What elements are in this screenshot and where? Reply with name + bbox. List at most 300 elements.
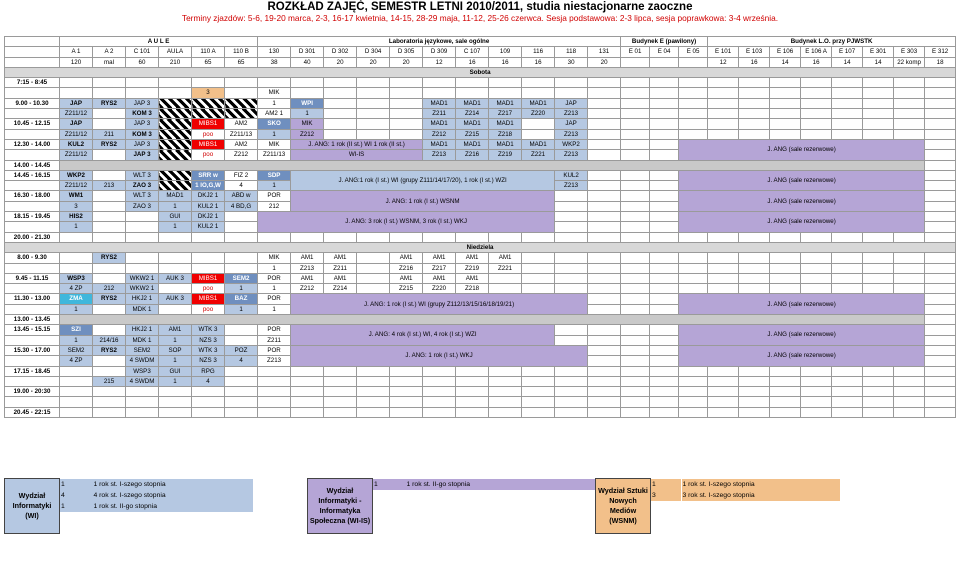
empty-cell [357,78,390,88]
class-cell: MIK [291,119,324,129]
class-cell: AM1 [291,273,324,283]
empty-cell [357,109,390,119]
class-cell: POR [258,191,291,201]
page-subtitle: Terminy zjazdów: 5-6, 19-20 marca, 2-3, 16-17 kwietnia, 14-15, 28-29 maja, 11-12, 25-26 czerwca. Sesja podstawowa: 2-3 lipca, sesja poprawkowa: 3-4 września. [181,13,779,23]
class-cell: MDK 1 [126,304,159,314]
class-cell: 4 [192,376,225,386]
empty-cell [801,129,832,139]
class-block [159,119,192,129]
empty-cell [832,376,863,386]
empty-cell [357,232,390,242]
empty-cell [588,78,621,88]
class-cell: WKP2 [60,170,93,180]
class-block [159,129,192,139]
empty-cell [192,397,225,407]
class-cell: GUI [159,366,192,376]
empty-cell [291,88,324,98]
class-cell: poo [192,284,225,294]
empty-cell [650,366,679,376]
class-cell: MIK [258,88,291,98]
empty-cell [801,119,832,129]
class-cell: MIK [258,139,291,149]
empty-cell [423,407,456,417]
empty-cell [93,356,126,366]
empty-cell [708,253,739,263]
empty-cell [93,88,126,98]
class-cell: 1 [258,263,291,273]
empty-cell [357,263,390,273]
room-header: D 309 [423,47,456,57]
empty-cell [291,397,324,407]
class-cell: AM1 [390,273,423,283]
empty-cell [925,212,956,222]
class-block [60,160,925,170]
empty-cell [225,376,258,386]
empty-cell [93,78,126,88]
class-cell: RYS2 [93,345,126,355]
empty-cell [159,407,192,417]
empty-cell [93,397,126,407]
empty-cell [588,212,621,222]
class-cell: SKO [258,119,291,129]
class-cell: MAD1 [522,139,555,149]
empty-cell [324,387,357,397]
empty-cell [708,232,739,242]
empty-cell [863,109,894,119]
empty-cell [423,376,456,386]
room-capacity: 14 [770,57,801,67]
time-slot: 20.45 - 22:15 [5,407,60,417]
empty-cell [621,78,650,88]
empty-cell [522,263,555,273]
room-capacity: 120 [60,57,93,67]
empty-cell [621,119,650,129]
empty-cell [291,376,324,386]
empty-cell [588,253,621,263]
empty-cell [739,253,770,263]
class-cell: MAD1 [423,119,456,129]
empty-cell [832,232,863,242]
empty-cell [93,263,126,273]
class-cell: J. ANG: 1 rok (I st.) WI (grupy Z112/13/15/16/18/19/21) [291,294,588,315]
empty-cell [258,376,291,386]
room-header: 118 [555,47,588,57]
empty-cell [832,366,863,376]
class-cell: AM1 [456,253,489,263]
empty-cell [621,325,650,335]
empty-cell [456,387,489,397]
time-slot: 14.00 - 14.45 [5,160,60,170]
empty-cell [357,376,390,386]
header-bud-lo: Budynek L.O. przy PJWSTK [708,37,956,47]
class-cell: SZI [60,325,93,335]
empty-cell [126,407,159,417]
empty-cell [925,201,956,211]
class-cell: WKW2 1 [126,284,159,294]
class-cell: SEM2 [126,345,159,355]
class-block [159,170,192,180]
empty-cell [555,397,588,407]
class-cell: NZS 3 [192,356,225,366]
empty-cell [60,387,93,397]
empty-cell [456,88,489,98]
empty-cell [588,150,621,160]
empty-cell [357,88,390,98]
class-cell: poo [192,150,225,160]
empty-cell [126,222,159,232]
room-header: E 301 [863,47,894,57]
empty-cell [863,407,894,417]
class-cell: RYS2 [93,294,126,304]
class-cell: RYS2 [93,253,126,263]
empty-cell [650,98,679,108]
empty-cell [456,232,489,242]
empty-cell [555,376,588,386]
class-cell: SRR w [192,170,225,180]
empty-cell [192,407,225,417]
class-cell: WTK 3 [192,345,225,355]
empty-cell [93,119,126,129]
empty-cell [192,387,225,397]
empty-cell [770,376,801,386]
class-cell: 215 [93,376,126,386]
class-block [192,78,225,88]
room-header: C 101 [126,47,159,57]
room-capacity: 16 [489,57,522,67]
class-cell: MAD1 [456,119,489,129]
empty-cell [621,263,650,273]
empty-cell [291,387,324,397]
class-cell: DKJ2 1 [192,212,225,222]
empty-cell [159,232,192,242]
class-cell: AM2 1 [258,109,291,119]
empty-cell [832,88,863,98]
empty-cell [708,273,739,283]
time-slot-blank [5,304,60,314]
class-cell: poo [192,304,225,314]
class-cell: Z211/12 [60,109,93,119]
empty-cell [423,397,456,407]
empty-cell [679,232,708,242]
class-cell: MIBS1 [192,273,225,283]
day-label: Sobota [5,67,956,77]
empty-cell [588,294,621,304]
class-cell: WTK 3 [192,325,225,335]
empty-cell [588,263,621,273]
empty-cell [650,335,679,345]
empty-cell [159,284,192,294]
empty-cell [225,78,258,88]
empty-cell [708,78,739,88]
empty-cell [60,232,93,242]
room-header: 116 [522,47,555,57]
day-label: Niedziela [5,242,956,252]
empty-cell [489,232,522,242]
class-cell: AM1 [159,325,192,335]
empty-cell [93,212,126,222]
empty-cell [522,78,555,88]
empty-cell [621,212,650,222]
class-cell: Z212 [291,284,324,294]
class-cell: J. ANG (sale rezerwowe) [679,345,925,366]
empty-cell [225,387,258,397]
empty-cell [522,273,555,283]
empty-cell [621,397,650,407]
empty-cell [324,98,357,108]
empty-cell [324,119,357,129]
empty-cell [588,387,621,397]
class-cell: AM2 [225,119,258,129]
empty-cell [522,232,555,242]
room-header: E 107 [832,47,863,57]
empty-cell [390,376,423,386]
class-cell: 1 [159,222,192,232]
class-cell: WLT 3 [126,191,159,201]
class-cell: 214/16 [93,335,126,345]
class-cell: J. ANG (sale rezerwowe) [679,325,925,346]
empty-cell [324,407,357,417]
empty-cell [126,263,159,273]
class-cell: 212 [258,201,291,211]
empty-cell [770,78,801,88]
empty-cell [925,356,956,366]
legend-wi: Wydział Informatyki (WI) [5,479,60,534]
empty-cell [588,181,621,191]
empty-cell [621,129,650,139]
room-header: 110 A [192,47,225,57]
empty-cell [650,387,679,397]
time-slot-blank [5,150,60,160]
empty-cell [925,98,956,108]
empty-cell [225,325,258,335]
empty-cell [708,387,739,397]
room-capacity: 18 [925,57,956,67]
room-capacity [621,57,650,67]
empty-cell [925,284,956,294]
empty-cell [390,387,423,397]
empty-cell [650,356,679,366]
class-block [225,98,258,108]
time-slot-blank [5,397,60,407]
time-slot-blank [5,284,60,294]
empty-cell [770,397,801,407]
class-cell: HKJ2 1 [126,325,159,335]
empty-cell [522,119,555,129]
room-header: AULA [159,47,192,57]
empty-cell [93,170,126,180]
empty-cell [650,304,679,314]
empty-cell [832,284,863,294]
empty-cell [679,263,708,273]
empty-cell [925,160,956,170]
time-slot-blank [5,129,60,139]
empty-cell [679,407,708,417]
empty-cell [423,88,456,98]
empty-cell [925,88,956,98]
empty-cell [925,345,956,355]
empty-cell [60,376,93,386]
empty-cell [770,88,801,98]
class-cell: JAP [60,98,93,108]
empty-cell [650,212,679,222]
class-cell: JAP [555,98,588,108]
class-block [159,109,192,119]
class-cell: FIZ 2 [225,170,258,180]
empty-cell [894,98,925,108]
empty-cell [925,304,956,314]
empty-cell [621,222,650,232]
empty-cell [588,129,621,139]
empty-cell [621,253,650,263]
empty-cell [588,304,621,314]
empty-cell [832,263,863,273]
empty-cell [588,191,621,201]
empty-cell [357,407,390,417]
room-capacity: 14 [832,57,863,67]
empty-cell [258,232,291,242]
time-slot: 16.30 - 18.00 [5,191,60,201]
empty-cell [925,376,956,386]
empty-cell [863,98,894,108]
empty-cell [588,222,621,232]
class-cell: GUI [159,212,192,222]
empty-cell [225,366,258,376]
class-cell: Z211/12 [60,181,93,191]
empty-cell [650,139,679,149]
class-cell: POZ [225,345,258,355]
empty-cell [925,407,956,417]
class-cell: Z215 [390,284,423,294]
room-capacity: 40 [291,57,324,67]
time-slot-blank [5,222,60,232]
class-cell: AM1 [324,273,357,283]
empty-cell [390,78,423,88]
class-cell: RPG [192,366,225,376]
class-cell: 1 [225,304,258,314]
empty-cell [708,109,739,119]
empty-cell [863,284,894,294]
class-cell: JAP 3 [126,139,159,149]
empty-cell [650,191,679,201]
class-cell: Z215 [456,129,489,139]
empty-cell [588,170,621,180]
class-cell: Z211 [423,109,456,119]
room-capacity: 16 [522,57,555,67]
class-cell: Z213 [555,150,588,160]
legend-wsnm-text-1: 1 rok st. I-szego stopnia [682,479,840,490]
legend-wsnm: Wydział Sztuki Nowych Mediów (WSNM) [596,479,651,534]
room-header: E 04 [650,47,679,57]
empty-cell [258,78,291,88]
empty-cell [832,98,863,108]
empty-cell [650,294,679,304]
empty-cell [555,78,588,88]
empty-cell [863,129,894,139]
empty-cell [832,119,863,129]
class-cell: Z221 [522,150,555,160]
empty-cell [894,129,925,139]
empty-cell [522,253,555,263]
empty-cell [159,88,192,98]
empty-cell [522,129,555,139]
empty-cell [225,232,258,242]
time-slot: 12.30 - 14.00 [5,139,60,149]
empty-cell [708,376,739,386]
empty-cell [863,253,894,263]
room-capacity: 30 [555,57,588,67]
class-cell: WPI [291,98,324,108]
legend-wi-key-3: 1 [60,501,93,512]
empty-cell [925,263,956,273]
empty-cell [588,232,621,242]
class-cell: WLT 3 [126,170,159,180]
empty-cell [739,109,770,119]
class-cell: 4 ZP [60,284,93,294]
empty-cell [93,191,126,201]
class-cell: AM1 [489,253,522,263]
class-cell: 4 ZP [60,356,93,366]
class-cell: Z211 [324,263,357,273]
empty-cell [650,119,679,129]
empty-cell [739,284,770,294]
empty-cell [324,232,357,242]
empty-cell [801,366,832,376]
empty-cell [588,201,621,211]
time-slot: 20.00 - 21.30 [5,232,60,242]
class-cell: 1 [258,98,291,108]
class-block [159,150,192,160]
empty-cell [588,139,621,149]
class-cell: J. ANG: 1 rok (I st.) WSNM [291,191,555,212]
empty-cell [801,98,832,108]
empty-cell [770,273,801,283]
empty-cell [621,170,650,180]
empty-cell [555,253,588,263]
empty-cell [192,253,225,263]
empty-cell [126,232,159,242]
class-cell: WI-IS [291,150,423,160]
empty-cell [588,397,621,407]
class-cell: poo [192,129,225,139]
class-cell: MAD1 [489,139,522,149]
empty-cell [60,366,93,376]
class-cell: MAD1 [522,98,555,108]
room-capacity: 14 [863,57,894,67]
empty-cell [258,407,291,417]
empty-cell [621,98,650,108]
class-cell: Z217 [423,263,456,273]
empty-cell [588,356,621,366]
class-cell: 4 [225,181,258,191]
empty-cell [324,376,357,386]
header-lab: Laboratoria językowe, sale ogólne [258,37,621,47]
class-cell: NZS 3 [192,335,225,345]
empty-cell [894,284,925,294]
empty-cell [801,253,832,263]
empty-cell [770,129,801,139]
class-cell: J. ANG: 4 rok (I st.) WI, 4 rok (I st.) WZI [291,325,555,346]
empty-cell [863,119,894,129]
class-cell: SDP [258,170,291,180]
empty-cell [739,273,770,283]
time-slot-blank [5,88,60,98]
empty-cell [650,345,679,355]
empty-cell [650,170,679,180]
empty-cell [863,376,894,386]
empty-cell [708,407,739,417]
class-cell: 1 IO,G,W [192,181,225,191]
class-cell: Z212 [291,129,324,139]
